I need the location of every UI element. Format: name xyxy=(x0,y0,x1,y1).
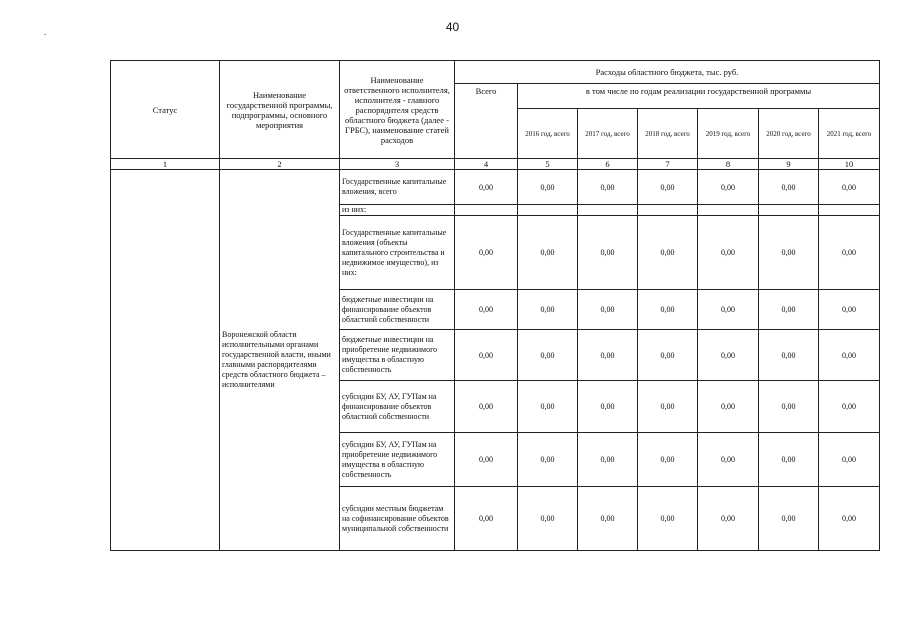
value-2019: 0,00 xyxy=(698,290,759,330)
value-2016: 0,00 xyxy=(518,487,578,551)
column-number: 9 xyxy=(759,159,819,170)
value-2017: 0,00 xyxy=(578,216,638,290)
value-2021: 0,00 xyxy=(819,216,880,290)
column-number: 10 xyxy=(819,159,880,170)
value-2021 xyxy=(819,205,880,216)
value-total: 0,00 xyxy=(455,170,518,205)
table-row xyxy=(111,170,880,205)
header-year-2019: 2019 год, всего xyxy=(698,109,759,159)
value-2021: 0,00 xyxy=(819,330,880,381)
header-year-2017: 2017 год, всего xyxy=(578,109,638,159)
row-label: из них: xyxy=(340,205,455,216)
value-2018: 0,00 xyxy=(638,330,698,381)
value-2019: 0,00 xyxy=(698,381,759,433)
value-total: 0,00 xyxy=(455,433,518,487)
value-2016: 0,00 xyxy=(518,381,578,433)
value-2021: 0,00 xyxy=(819,433,880,487)
header-total: Всего xyxy=(455,84,518,159)
row-label: субсидии местным бюджетам на софинансирование объектов муниципальной собственности xyxy=(340,487,455,551)
column-number: 1 xyxy=(111,159,220,170)
header-year-2018: 2018 год, всего xyxy=(638,109,698,159)
row-label: Государственные капитальные вложения, всего xyxy=(340,170,455,205)
value-2016: 0,00 xyxy=(518,290,578,330)
value-2016: 0,00 xyxy=(518,170,578,205)
value-2019: 0,00 xyxy=(698,433,759,487)
value-2019 xyxy=(698,205,759,216)
value-2021: 0,00 xyxy=(819,381,880,433)
column-number: 3 xyxy=(340,159,455,170)
value-2018: 0,00 xyxy=(638,170,698,205)
value-2018: 0,00 xyxy=(638,487,698,551)
value-2020: 0,00 xyxy=(759,330,819,381)
value-total: 0,00 xyxy=(455,381,518,433)
value-2018: 0,00 xyxy=(638,433,698,487)
row-label: субсидии БУ, АУ, ГУПам на финансирование объектов областной собственности xyxy=(340,381,455,433)
value-total xyxy=(455,205,518,216)
table-body xyxy=(111,170,880,551)
value-total: 0,00 xyxy=(455,216,518,290)
value-2017: 0,00 xyxy=(578,330,638,381)
column-number: 6 xyxy=(578,159,638,170)
value-total: 0,00 xyxy=(455,487,518,551)
value-2018 xyxy=(638,205,698,216)
value-2016: 0,00 xyxy=(518,433,578,487)
value-2017 xyxy=(578,205,638,216)
status-cell xyxy=(111,170,220,551)
value-2019: 0,00 xyxy=(698,216,759,290)
row-label: Государственные капитальные вложения (объекты капитального строительства и недвижимое имущество), из них: xyxy=(340,216,455,290)
scan-artifact xyxy=(44,34,46,35)
value-2016 xyxy=(518,205,578,216)
header-responsible: Наименование ответственного исполнителя, исполнителя - главного распорядителя средств областного бюджета (далее - ГРБС), наименование статей расходов xyxy=(340,61,455,159)
value-2020 xyxy=(759,205,819,216)
column-number: 2 xyxy=(220,159,340,170)
header-year-2021: 2021 год, всего xyxy=(819,109,880,159)
value-total: 0,00 xyxy=(455,290,518,330)
value-2020: 0,00 xyxy=(759,487,819,551)
value-2019: 0,00 xyxy=(698,170,759,205)
column-numbers-row xyxy=(111,159,880,170)
header-year-2016: 2016 год, всего xyxy=(518,109,578,159)
header-by-years: в том числе по годам реализации государственной программы xyxy=(518,84,880,109)
column-number: 4 xyxy=(455,159,518,170)
value-2017: 0,00 xyxy=(578,487,638,551)
value-2016: 0,00 xyxy=(518,330,578,381)
header-expenses: Расходы областного бюджета, тыс. руб. xyxy=(455,61,880,84)
value-2020: 0,00 xyxy=(759,290,819,330)
page-number: 40 xyxy=(445,20,460,34)
value-2020: 0,00 xyxy=(759,433,819,487)
column-number: 7 xyxy=(638,159,698,170)
value-2018: 0,00 xyxy=(638,216,698,290)
value-2020: 0,00 xyxy=(759,170,819,205)
table-header xyxy=(111,61,880,170)
value-2018: 0,00 xyxy=(638,290,698,330)
header-program-name: Наименование государственной программы, подпрограммы, основного мероприятия xyxy=(220,61,340,159)
budget-table xyxy=(110,60,880,551)
header-year-2020: 2020 год, всего xyxy=(759,109,819,159)
value-2017: 0,00 xyxy=(578,381,638,433)
value-2019: 0,00 xyxy=(698,487,759,551)
column-number: 5 xyxy=(518,159,578,170)
row-label: бюджетные инвестиции на финансирование объектов областной собственности xyxy=(340,290,455,330)
row-label: бюджетные инвестиции на приобретение недвижимого имущества в областную собственность xyxy=(340,330,455,381)
value-2018: 0,00 xyxy=(638,381,698,433)
column-number: 8 xyxy=(698,159,759,170)
value-2017: 0,00 xyxy=(578,433,638,487)
value-2020: 0,00 xyxy=(759,381,819,433)
row-label: субсидии БУ, АУ, ГУПам на приобретение недвижимого имущества в областную собственность xyxy=(340,433,455,487)
header-status: Статус xyxy=(111,61,220,159)
executor-name: Воронежской области исполнительными органами государственной власти, иными главными распорядителями средств областного бюджета – исполнителями xyxy=(220,170,340,551)
value-2019: 0,00 xyxy=(698,330,759,381)
value-2021: 0,00 xyxy=(819,170,880,205)
value-2017: 0,00 xyxy=(578,290,638,330)
value-2021: 0,00 xyxy=(819,487,880,551)
value-2021: 0,00 xyxy=(819,290,880,330)
value-2017: 0,00 xyxy=(578,170,638,205)
value-2020: 0,00 xyxy=(759,216,819,290)
value-2016: 0,00 xyxy=(518,216,578,290)
value-total: 0,00 xyxy=(455,330,518,381)
